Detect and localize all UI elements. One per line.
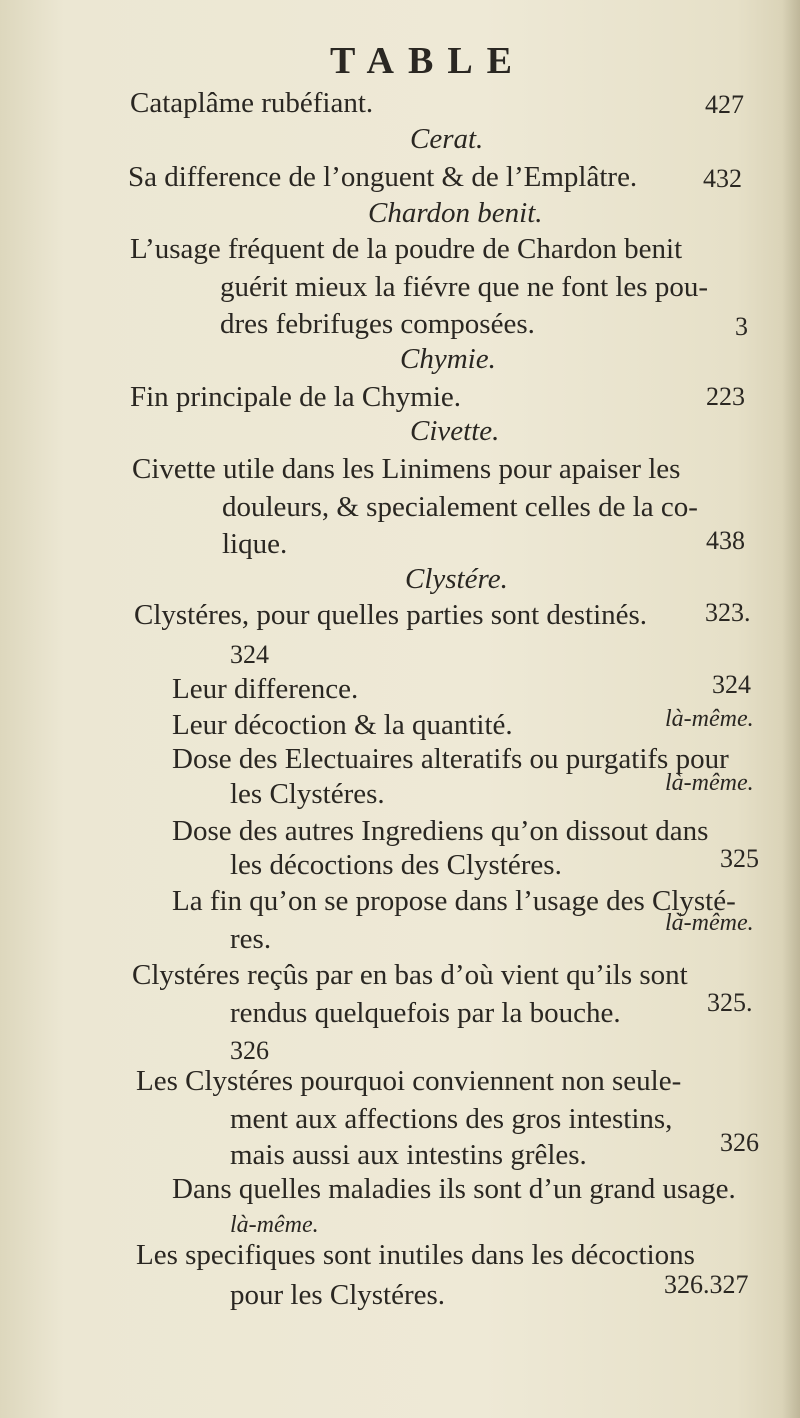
entry-text: ment aux affections des gros intestins, [230,1103,673,1135]
entry-text: Sa difference de l’onguent & de l’Emplâtre. [128,161,638,193]
entry-text: Dose des autres Ingrediens qu’on dissout dans [172,815,709,847]
entry-page: 432 [703,164,742,193]
entry-text: Les specifiques sont inutiles dans les décoctions [136,1239,695,1271]
entry-page-continued: 326 [230,1036,269,1065]
entry-text: Clystéres, pour quelles parties sont destinés. [134,599,648,631]
section-heading: Clystére. [405,563,508,595]
entry-text: Dans quelles maladies ils sont d’un grand usage. [172,1173,736,1205]
entry-text: les Clystéres. [230,778,385,810]
entry-page: là-même. [665,770,754,796]
entry-text: les décoctions des Clystéres. [230,849,562,881]
entry-page: 324 [712,670,751,699]
entry-page: là-même. [665,910,754,936]
entry-page: 3 [735,312,748,341]
entry-text: res. [230,923,272,955]
entry-text: Dose des Electuaires alteratifs ou purgatifs pour [172,743,729,775]
entry-text: Cataplâme rubéfiant. [130,87,374,119]
entry-page: là-même. [665,706,754,732]
section-heading: Chardon benit. [368,197,543,229]
entry-text: lique. [222,528,288,560]
entry-page: 427 [705,90,744,119]
entry-page-continued: 324 [230,640,269,669]
section-heading: Cerat. [410,123,484,155]
entry-page: 223 [706,382,745,411]
entry-page: 438 [706,526,745,555]
page-edge-shadow [782,0,800,1418]
entry-text: Leur décoction & la quantité. [172,709,513,741]
entry-page: 325. [707,988,753,1017]
entry-text: rendus quelquefois par la bouche. [230,997,621,1029]
entry-text: mais aussi aux intestins grêles. [230,1139,587,1171]
entry-page: 326.327 [664,1270,749,1299]
section-heading: Civette. [410,415,500,447]
entry-text: Leur difference. [172,673,359,705]
entry-text: L’usage fréquent de la poudre de Chardon benit [130,233,683,265]
entry-text: douleurs, & specialement celles de la co- [222,491,698,523]
entry-text: Civette utile dans les Linimens pour apaiser les [132,453,681,485]
entry-text: Fin principale de la Chymie. [130,381,462,413]
entry-text: Les Clystéres pourquoi conviennent non seule- [136,1065,682,1097]
entry-text: dres febrifuges composées. [220,308,535,340]
entry-text: guérit mieux la fiévre que ne font les pou- [220,271,709,303]
entry-text: pour les Clystéres. [230,1279,446,1311]
page-header-title: TABLE [330,40,527,82]
section-heading: Chymie. [400,343,496,375]
entry-text: Clystéres reçûs par en bas d’où vient qu’ils sont [132,959,688,991]
entry-text: La fin qu’on se propose dans l’usage des Clysté- [172,885,736,917]
entry-page: là-même. [230,1212,319,1238]
entry-page: 325 [720,844,759,873]
entry-page: 323. [705,598,751,627]
entry-page: 326 [720,1128,759,1157]
